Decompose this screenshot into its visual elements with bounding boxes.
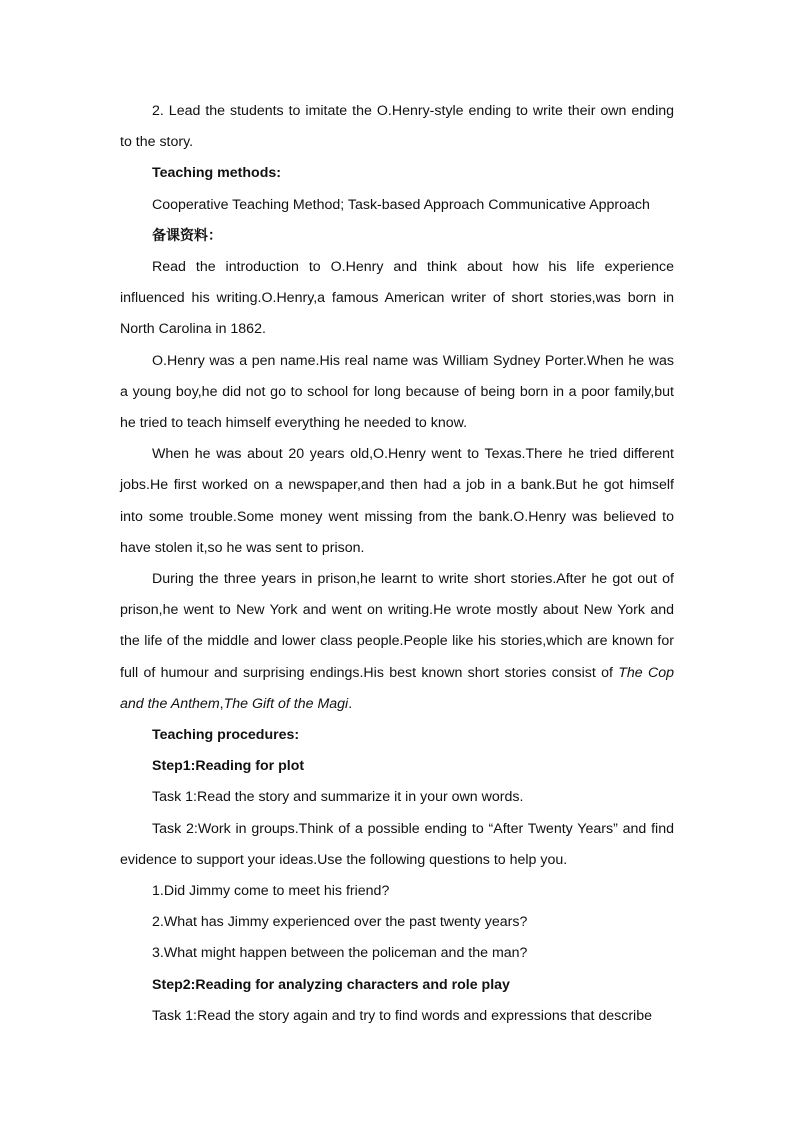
objective-item-2: 2. Lead the students to imitate the O.Henry-style ending to write their own ending to the story.: [120, 103, 674, 151]
teaching-methods-heading: Teaching methods:: [152, 165, 282, 182]
teaching-methods-text: Cooperative Teaching Method; Task-based Approach Communicative Approach: [152, 196, 650, 213]
step1-heading: Step1:Reading for plot: [152, 758, 305, 775]
step2-heading: Step2:Reading for analyzing characters and role play: [152, 976, 510, 993]
step2-task1: Task 1:Read the story again and try to find words and expressions that describe: [152, 1007, 652, 1024]
story-title-gift-magi: The Gift of the Magi: [223, 695, 349, 712]
title-separator: ,: [219, 695, 224, 712]
prep-materials-heading: 备课资料：: [152, 227, 222, 244]
texas-paragraph: When he was about 20 years old,O.Henry went to Texas.There he tried different jobs.He first worked on a newspaper,and then had a job in a bank.But he got himself into some trouble.Some money went missing from the bank.O.Henry was believed to have stolen it,so he was sent to prison.: [120, 446, 674, 556]
story-title-cop-anthem: The Cop and the Anthem: [120, 664, 674, 712]
paragraph-period: .: [348, 695, 353, 712]
question-1: 1.Did Jimmy come to meet his friend?: [152, 883, 390, 900]
intro-paragraph: Read the introduction to O.Henry and think about how his life experience influenced his writing.O.Henry,a famous American writer of short stories,was born in North Carolina in 1862.: [120, 259, 674, 338]
question-2: 2.What has Jimmy experienced over the past twenty years?: [152, 914, 528, 931]
document-page: [120, 96, 674, 1032]
step1-task2: Task 2:Work in groups.Think of a possible ending to “After Twenty Years” and find evidence to support your ideas.Use the following questions to help you.: [120, 820, 674, 868]
question-3: 3.What might happen between the policeman and the man?: [152, 945, 528, 962]
teaching-procedures-heading: Teaching procedures:: [152, 727, 300, 744]
prison-paragraph-text: During the three years in prison,he learnt to write short stories.After he got out of prison,he went to New York and went on writing.He wrote mostly about New York and the life of the middle and lower class people.People like his stories,which are known for full of humour and surprising endings.His best known short stories consist of: [120, 571, 674, 681]
prison-paragraph: [120, 564, 674, 720]
step1-task1: Task 1:Read the story and summarize it in your own words.: [152, 789, 524, 806]
pen-name-paragraph: O.Henry was a pen name.His real name was William Sydney Porter.When he was a young boy,he did not go to school for long because of being born in a poor family,but he tried to teach himself everything he needed to know.: [120, 352, 674, 432]
